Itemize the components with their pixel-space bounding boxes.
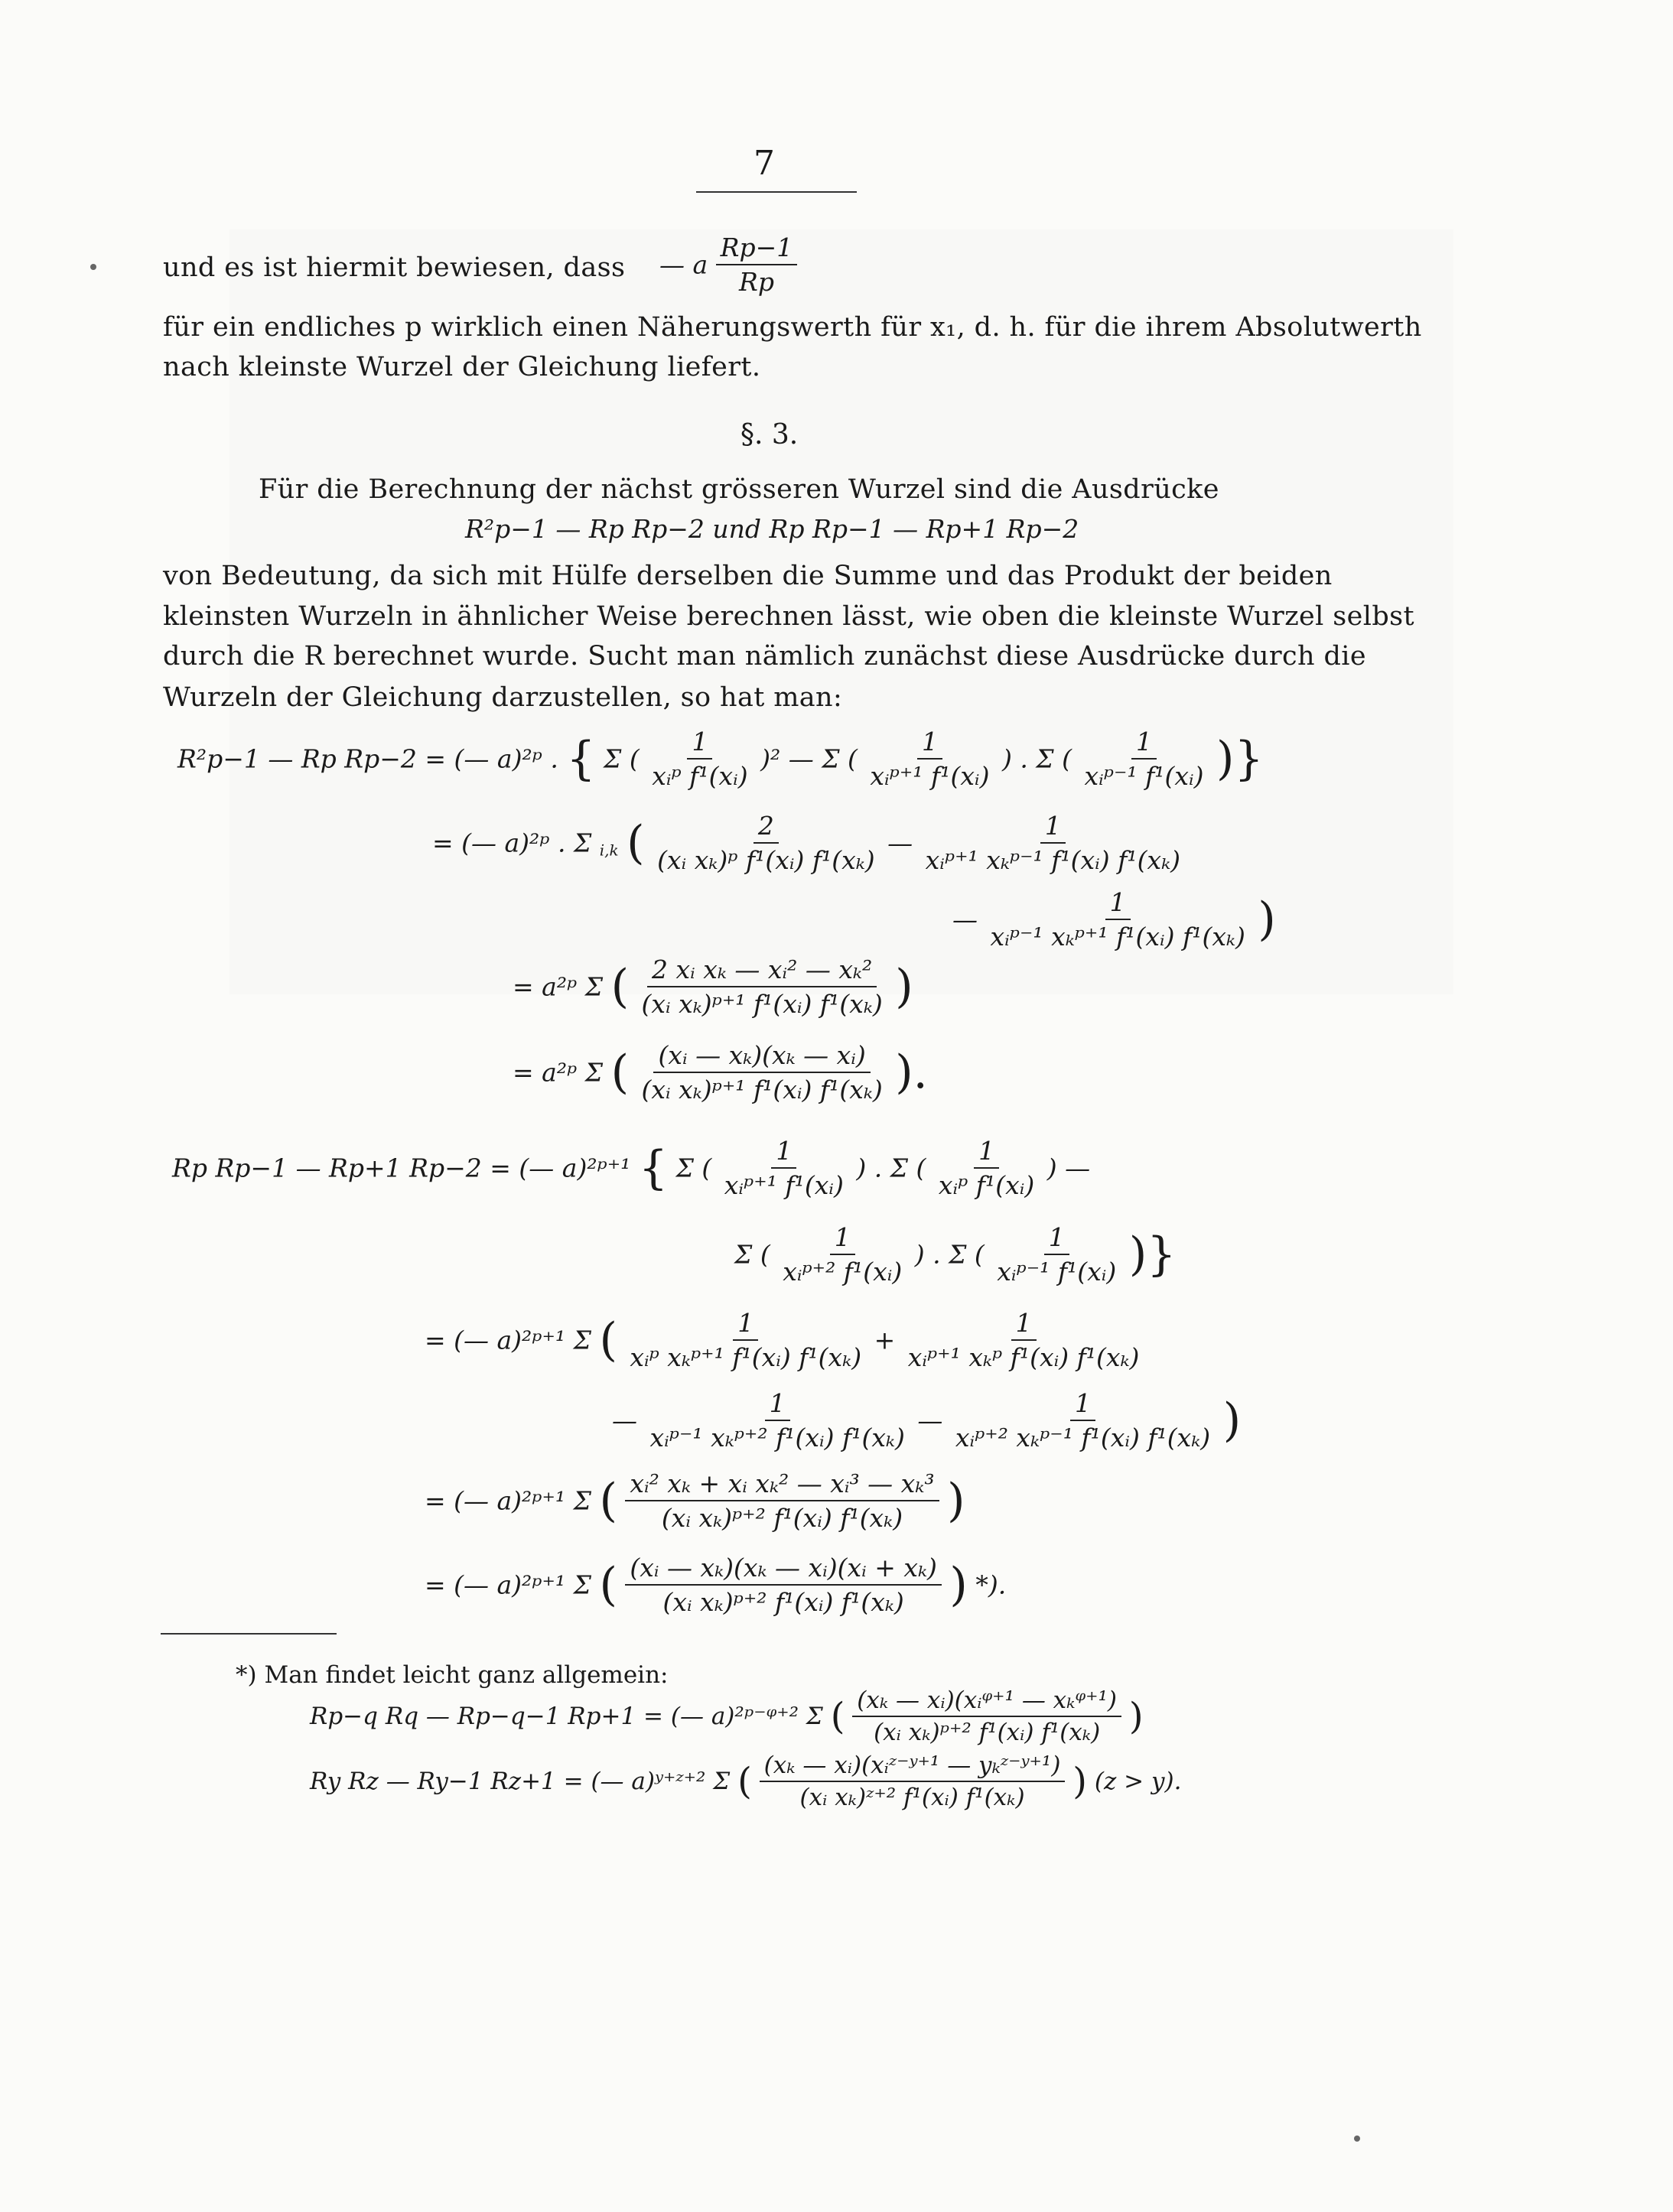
eqB4-term2-den: xᵢᵖ⁺² xₖᵖ⁻¹ f¹(xᵢ) f¹(xₖ) [955,1423,1211,1452]
sum-symbol: Σ ( [604,743,640,774]
eqB2-term1-num: 1 [830,1222,855,1255]
eqA5-frac [636,1040,887,1104]
eqB2-term1 [778,1222,906,1287]
eqA1 [177,727,1264,791]
f2-frac [760,1752,1066,1811]
dot-op: ) . Σ ( [914,1239,985,1270]
para1-line2: für ein endliches p wirklich einen Näherungswerth für x₁, d. h. für die ihrem Absolutwerth [163,312,1422,343]
eqA4-frac [636,955,887,1019]
eqB1-term1 [720,1136,848,1200]
minus-op: ) — [1046,1153,1091,1183]
eqA4-den: (xᵢ xₖ)ᵖ⁺¹ f¹(xᵢ) f¹(xₖ) [641,989,883,1019]
page-number-rule [696,191,857,193]
eqA1-term2 [865,727,994,791]
eqB2-term2 [992,1222,1121,1287]
brace-close: )} [1216,732,1264,786]
eqA3-term-den: xᵢᵖ⁻¹ xₖᵖ⁺¹ f¹(xᵢ) f¹(xₖ) [990,922,1245,951]
eqB1-term1-den: xᵢᵖ⁺¹ f¹(xᵢ) [724,1170,844,1200]
eqB1 [172,1136,1090,1200]
minus-op: — [917,1405,943,1436]
eqA1-lhs: R²p−1 — Rp Rp−2 = (— a)²ᵖ . [177,743,558,774]
eqA1-term1-den: xᵢᵖ f¹(xᵢ) [652,761,748,791]
eqB3-term1-num: 1 [733,1308,758,1341]
eqA1-term2-num: 1 [917,727,942,760]
eqA5-num: (xᵢ — xₖ)(xₖ — xᵢ) [653,1040,870,1073]
eqA1-term1 [647,727,752,791]
f2-tail: (z > y). [1094,1768,1182,1795]
para1-frac-den: Rp [738,267,774,297]
para2-line4: kleinsten Wurzeln in ähnlicher Weise berechnen lässt, wie oben die kleinste Wurzel selbst [163,601,1414,632]
eqB3-term1-den: xᵢᵖ xₖᵖ⁺¹ f¹(xᵢ) f¹(xₖ) [630,1342,862,1372]
para2-line3: von Bedeutung, da sich mit Hülfe derselben die Summe und das Produkt der beiden [163,561,1333,591]
para1-line1-text: und es ist hiermit bewiesen, dass [163,252,626,283]
brace-close: )} [1128,1228,1177,1281]
paren-open: ( [599,1474,617,1527]
page-number: 7 [754,144,775,183]
eqB2-term2-den: xᵢᵖ⁻¹ f¹(xᵢ) [997,1257,1117,1287]
f1-den: (xᵢ xₖ)ᵖ⁺² f¹(xᵢ) f¹(xₖ) [874,1719,1101,1746]
eqB6-num: (xᵢ — xₖ)(xₖ — xᵢ)(xᵢ + xₖ) [625,1553,942,1586]
eqB5-den: (xᵢ xₖ)ᵖ⁺² f¹(xᵢ) f¹(xₖ) [661,1503,903,1533]
paren-close: ) [947,1474,965,1527]
eqB4-term2 [951,1388,1215,1452]
eqA2-lhs: = (— a)²ᵖ . Σ [432,828,592,858]
paren-open: ( [599,1558,617,1612]
para1-line3: nach kleinste Wurzel der Gleichung liefert. [163,352,761,382]
eqB6-tail: *). [975,1570,1007,1600]
eqA3-term [986,887,1250,951]
f2-num: (xₖ — xᵢ)(xᵢᶻ⁻ʸ⁺¹ — yₖᶻ⁻ʸ⁺¹) [760,1752,1066,1782]
para1-line1 [163,252,625,283]
eqB3 [425,1308,1144,1372]
dot-op: ) . Σ ( [856,1153,926,1183]
section-heading: §. 3. [740,419,799,451]
eqA1-term2-den: xᵢᵖ⁺¹ f¹(xᵢ) [870,761,990,791]
eqB6 [425,1553,1006,1617]
eqB1-term2-num: 1 [974,1136,999,1169]
eqB4-term2-num: 1 [1070,1388,1095,1421]
eqA2-term1-num: 2 [754,811,779,844]
eqA4-num: 2 xᵢ xₖ — xᵢ² — xₖ² [647,955,877,987]
eqA5-den: (xᵢ xₖ)ᵖ⁺¹ f¹(xᵢ) f¹(xₖ) [641,1075,883,1104]
eqB4-term1 [646,1388,910,1452]
eqB3-term2-den: xᵢᵖ⁺¹ xₖᵖ f¹(xᵢ) f¹(xₖ) [907,1342,1140,1372]
paren-open: ( [599,1313,617,1367]
paren-close: ) [1072,1760,1088,1803]
paren-close: ). [895,1046,928,1099]
eqA2-sub: i,k [599,841,619,860]
eqB5-frac [625,1469,939,1533]
eqB1-term1-num: 1 [771,1136,796,1169]
eqA2-term2 [921,811,1185,875]
eqB1-lhs: Rp Rp−1 — Rp+1 Rp−2 = (— a)²ᵖ⁺¹ [172,1153,631,1183]
eqB4-term1-den: xᵢᵖ⁻¹ xₖᵖ⁺² f¹(xᵢ) f¹(xₖ) [649,1423,905,1452]
para1-frac-num: Rp−1 [716,233,798,265]
eqB5-num: xᵢ² xₖ + xᵢ xₖ² — xᵢ³ — xₖ³ [625,1469,939,1501]
f2-lhs: Ry Rz — Ry−1 Rz+1 = (— a)ʸ⁺ᶻ⁺² Σ [310,1768,731,1795]
footnote-formula-1 [310,1687,1144,1746]
eqA3 [952,887,1276,951]
brace-open: { [638,1141,669,1195]
eqB5 [425,1469,965,1533]
eqB2-term2-num: 1 [1044,1222,1069,1255]
paren-close: ) [895,960,913,1013]
paren-close: ) [1222,1394,1242,1447]
eqA4-lhs: = a²ᵖ Σ [513,971,604,1002]
sum-symbol: Σ ( [675,1153,712,1183]
footnote-intro: *) Man findet leicht ganz allgemein: [236,1661,669,1689]
eqA5 [513,1040,928,1104]
f1-num: (xₖ — xᵢ)(xᵢᵠ⁺¹ — xₖᵠ⁺¹) [852,1687,1121,1717]
f1-frac [852,1687,1121,1746]
sum-symbol: Σ ( [734,1239,770,1270]
eqA3-term-num: 1 [1105,887,1131,920]
eqA1-term3-den: xᵢᵖ⁻¹ f¹(xᵢ) [1084,761,1204,791]
eqB1-term2 [934,1136,1039,1200]
f2-den: (xᵢ xₖ)ᶻ⁺² f¹(xᵢ) f¹(xₖ) [799,1784,1025,1811]
eqB3-lhs: = (— a)²ᵖ⁺¹ Σ [425,1325,591,1355]
eqA1-term3-num: 1 [1131,727,1157,760]
eqB3-term2-num: 1 [1011,1308,1037,1341]
scan-speck [1354,2136,1360,2142]
para1-frac [716,233,798,297]
eqB6-frac [625,1553,942,1617]
plus-op: + [874,1325,896,1355]
footnote-rule [161,1633,337,1635]
eqA2 [432,811,1185,875]
eqA4 [513,955,913,1019]
eqA1-term3 [1080,727,1209,791]
eqB3-term1 [625,1308,866,1372]
paren-close: ) [949,1558,968,1612]
para2-line1: Für die Berechnung der nächst grösseren Wurzel sind die Ausdrücke [259,474,1219,505]
para2-line6: Wurzeln der Gleichung darzustellen, so hat man: [163,682,843,713]
para2-expression: R²p−1 — Rp Rp−2 und Rp Rp−1 — Rp+1 Rp−2 [465,514,1079,544]
eqB2 [734,1222,1176,1287]
paren-close: ) [1128,1695,1144,1738]
scan-speck [90,264,96,270]
para1-frac-prefix: — a [659,249,708,280]
eqA1-term1-num: 1 [687,727,712,760]
eqA2-term1 [653,811,880,875]
eqA2-term1-den: (xᵢ xₖ)ᵖ f¹(xᵢ) f¹(xₖ) [657,845,875,875]
eqA5-lhs: = a²ᵖ Σ [513,1057,604,1088]
square-close: )² — Σ ( [760,743,858,774]
para2-line5: durch die R berechnet wurde. Sucht man nämlich zunächst diese Ausdrücke durch die [163,641,1366,672]
eqB2-term1-den: xᵢᵖ⁺² f¹(xᵢ) [783,1257,903,1287]
eqB4 [612,1388,1241,1452]
eqB3-term2 [903,1308,1144,1372]
eqA2-term2-den: xᵢᵖ⁺¹ xₖᵖ⁻¹ f¹(xᵢ) f¹(xₖ) [925,845,1181,875]
brace-open: { [566,732,596,786]
eqB4-term1-num: 1 [765,1388,790,1421]
para1-fraction [659,233,797,297]
paren-open: ( [627,816,645,870]
dot-op: ) . Σ ( [1001,743,1072,774]
f1-lhs: Rp−q Rq — Rp−q−1 Rp+1 = (— a)²ᵖ⁻ᵠ⁺² Σ [310,1703,823,1730]
minus-op: — [612,1405,637,1436]
eqA2-term2-num: 1 [1040,811,1066,844]
paren-close: ) [1258,893,1276,946]
minus-op: — [952,904,978,935]
paren-open: ( [830,1695,845,1738]
minus-op: — [887,828,913,858]
eqB5-lhs: = (— a)²ᵖ⁺¹ Σ [425,1485,591,1516]
paren-open: ( [737,1760,752,1803]
eqB6-lhs: = (— a)²ᵖ⁺¹ Σ [425,1570,591,1600]
paren-open: ( [610,960,629,1013]
paren-open: ( [610,1046,629,1099]
eqB6-den: (xᵢ xₖ)ᵖ⁺² f¹(xᵢ) f¹(xₖ) [662,1587,904,1617]
footnote-formula-2 [310,1752,1181,1811]
eqB1-term2-den: xᵢᵖ f¹(xᵢ) [938,1170,1035,1200]
